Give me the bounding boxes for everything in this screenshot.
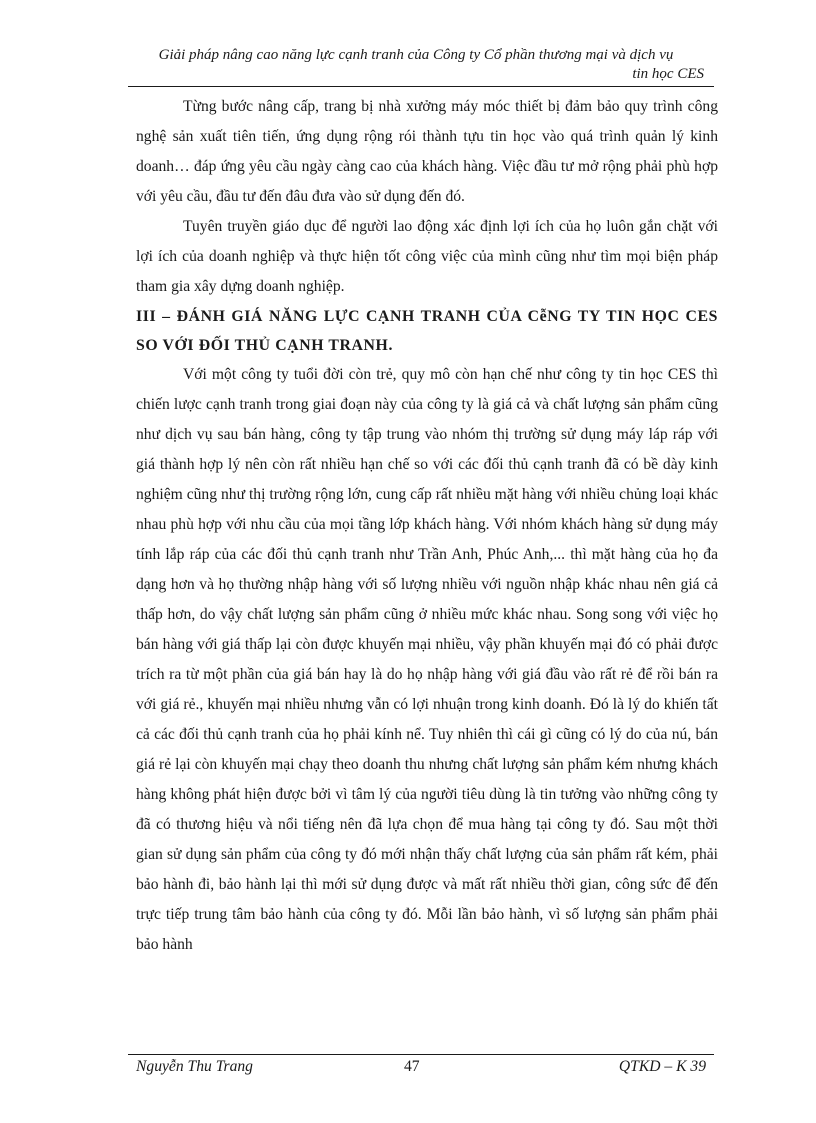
footer-divider [128,1054,714,1055]
header-title-line1: Giải pháp nâng cao năng lực cạnh tranh của Công ty Cổ phần thương mại và dịch vụ [158,47,674,63]
paragraph-1: Từng bước nâng cấp, trang bị nhà xưởng máy móc thiết bị đảm bảo quy trình công nghệ sản xuất tiên tiến, ứng dụng rộng rói thành tựu tin học vào quá trình quản lý kinh doanh… đáp ứng yêu cầu ngày càng cao của khách hàng. Việc đầu tư mở rộng phải phù hợp với yêu cầu, đầu tư đến đâu đưa vào sử dụng đến đó. [136,98,718,205]
header-divider [128,86,714,87]
page-body [136,92,718,960]
section-heading: III – ĐÁNH GIÁ NĂNG LỰC CẠNH TRANH CỦA CễNG TY TIN HỌC CES SO VỚI ĐỐI THỦ CẠNH TRANH. [136,308,718,354]
running-header [128,46,704,84]
header-title-line2: tin học CES [632,66,704,82]
paragraph-3: Với một công ty tuổi đời còn trẻ, quy mô còn hạn chế như công ty tin học CES thì chiến lược cạnh tranh trong giai đoạn này của công ty là giá cả và chất lượng sản phẩm cũng như dịch vụ sau bán hàng, công ty tập trung vào nhóm thị trường sử dụng máy láp ráp với giá thành hợp lý nên còn rất nhiều hạn chế so với các đối thủ cạnh tranh đã có bề dày kinh nghiệm cũng như thị trường rộng lớn, cung cấp rất nhiều mặt hàng với nhiều chủng loại khác nhau phù hợp với nhu cầu của mọi tầng lớp khách hàng. Với nhóm khách hàng sử dụng máy tính lắp ráp của các đối thủ cạnh tranh như Trần Anh, Phúc Anh,... thì mặt hàng của họ đa dạng hơn và họ thường nhập hàng với số lượng nhiều với nguồn nhập khác nhau nên giá cả thấp hơn, do vậy chất lượng sản phẩm cũng ở nhiều mức khác nhau. Song song với việc họ bán hàng với giá thấp lại còn được khuyến mại nhiều, vậy phần khuyến mại đó có phải được trích ra từ một phần của giá bán hay là do họ nhập hàng với giá đầu vào rất rẻ để rồi bán ra với giá rẻ., khuyến mại nhiều nhưng vẫn có lợi nhuận trong kinh doanh. Đó là lý do khiến tất cả các đối thủ cạnh tranh của họ phải kính nể. Tuy nhiên thì cái gì cũng có lý do của nú, bán giá rẻ lại còn khuyến mại chạy theo doanh thu nhưng chất lượng sản phẩm kém nhưng khách hàng không phát hiện được bởi vì tâm lý của người tiêu dùng là tin tưởng vào những công ty đã có thương hiệu và nổi tiếng nên đã lựa chọn để mua hàng tại công ty đó. Sau một thời gian sử dụng sản phẩm của công ty đó mới nhận thấy chất lượng của sản phẩm rất kém, phải bảo hành đi, bảo hành lại thì mới sử dụng được và mất rất nhiều thời gian, công sức để đến trực tiếp trung tâm bảo hành của công ty đó. Mỗi lần bảo hành, vì số lượng sản phẩm phải bảo hành [136,366,718,953]
footer-author: Nguyễn Thu Trang [136,1058,253,1075]
footer-course: QTKD – K 39 [618,1058,706,1075]
page-number: 47 [404,1058,420,1075]
paragraph-2: Tuyên truyền giáo dục để người lao động xác định lợi ích của họ luôn gắn chặt với lợi ích của doanh nghiệp và thực hiện tốt công việc của mình cũng như tìm mọi biện pháp tham gia xây dựng doanh nghiệp. [136,218,718,295]
